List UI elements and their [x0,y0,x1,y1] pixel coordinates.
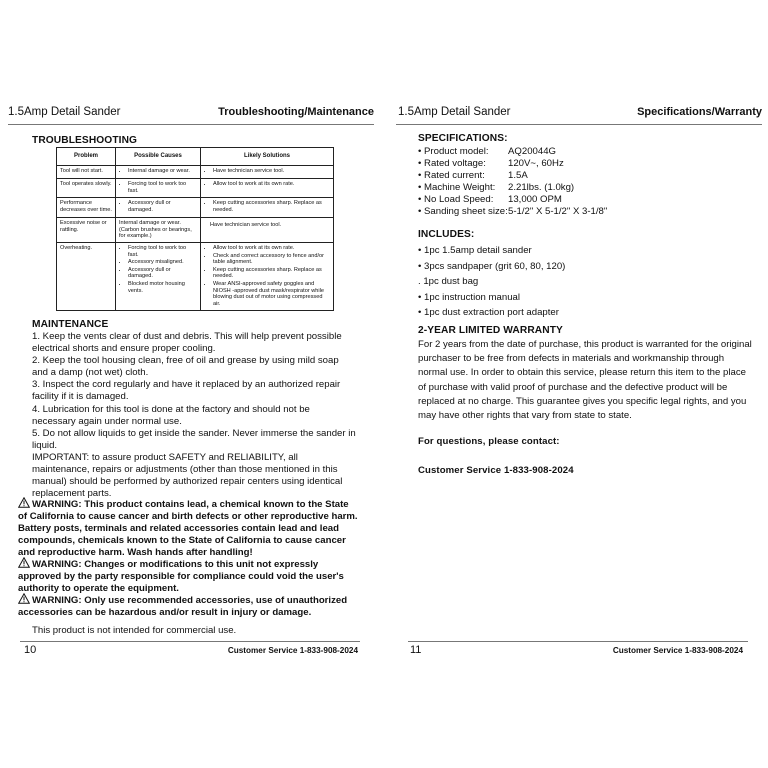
spec-value: AQ20044G [508,146,557,157]
column-header: Possible Causes [116,148,201,166]
warranty-title: 2-YEAR LIMITED WARRANTY [418,325,563,336]
causes-cell [116,218,201,243]
spec-value: 120V~, 60Hz [508,158,564,170]
maintenance-item: 1. Keep the vents clear of dust and debris. This will help prevent possible electrical shorts and ensure proper cooling. [32,331,342,355]
list-item: • 1pc dust extraction port adapter [418,307,559,318]
list-item: • 1pc instruction manual [418,291,521,303]
list-item: • 3pcs sandpaper (grit 60, 80, 120) [418,260,566,272]
warning-triangle-icon [18,497,30,508]
causes-cell [116,198,201,218]
specifications-title: SPECIFICATIONS: [418,133,508,144]
column-header: Problem [57,148,116,166]
problem-cell: Performance decreases over time. [57,198,116,218]
problem-cell: Tool will not start. [57,166,116,179]
problem-cell: Overheating. [57,242,116,310]
solution-item: • Allow tool to work at its own rate. [213,181,330,188]
causes-cell [116,166,201,179]
warning-text: WARNING: This product contains lead, a chemical known to the State of California to cause cancer and birth defects or other reproductive harm. Battery posts, terminals and related accessories contain lead and lead compounds, chemicals known to the State of California to cause cancer and reproductive harm. Wash hands after handling! [18,499,358,559]
warning-triangle-icon [18,557,30,568]
cause-item: • Accessory dull or damaged. [128,267,197,280]
solution-item: • Keep cutting accessories sharp. Replace as needed. [213,200,330,213]
warning-accessories [18,593,358,619]
troubleshooting-table [56,147,334,311]
spec-row [418,182,718,194]
table-row [57,242,334,310]
problem-cell: Excessive noise or rattling. [57,218,116,243]
warning-triangle-icon [18,593,30,604]
solution-item: • Allow tool to work at its own rate. [213,245,330,252]
cause-text: (Carbon brushes or bearings, for example.) [119,226,192,240]
list-item: • 1pc 1.5amp detail sander [418,245,532,256]
spec-label: • Machine Weight: [418,182,496,194]
table-row [57,198,334,218]
commercial-note: This product is not intended for commercial use. [32,625,237,636]
list-item: . 1pc dust bag [418,276,479,287]
spec-row [418,146,718,158]
cause-item: • Accessory dull or damaged. [128,200,197,213]
spec-row [418,170,718,182]
table-row [57,179,334,198]
warning-text: WARNING: Only use recommended accessories, use of unauthorized accessories can be hazardous and/or result in injury or damage. [18,595,348,619]
cause-item: • Internal damage or wear. [128,168,197,175]
spec-label: • Rated voltage: [418,158,486,170]
solution-item: • Keep cutting accessories sharp. Replace as needed. [213,267,330,280]
solutions-cell [201,198,334,218]
left-header-section: Troubleshooting/Maintenance [218,106,374,118]
cause-item: • Forcing tool to work too fast. [128,181,197,194]
warning-text: WARNING: Changes or modifications to this unit not expressly approved by the party responsible for compliance could void the user's authority to operate the equipment. [18,559,344,595]
footer-customer-service: Customer Service 1-833-908-2024 [227,646,358,655]
spec-value: 13,000 OPM [508,194,562,206]
maintenance-title: MAINTENANCE [32,319,109,330]
left-header-rule [8,124,374,125]
warranty-text: For 2 years from the date of purchase, this product is warranted for the original purchaser to be free from defects in materials and workmanship through normal use. In order to obtain this service, please return this item to the place of purchase with valid proof of purchase and the defective product will be replaced at no charge. This guarantee gives you specific legal rights, and you may have other rights that vary from state to state. [418,339,752,422]
solutions-cell [201,166,334,179]
spec-value: 5-1/2" X 5-1/2" X 3-1/8" [508,206,608,218]
spec-label: • Sanding sheet size: [418,206,508,218]
warning-modifications [18,557,358,595]
troubleshooting-title: TROUBLESHOOTING [32,135,138,146]
maintenance-item: 4. Lubrication for this tool is done at the factory and should not be necessary again under normal use. [32,403,310,427]
spec-value: 1.5A [508,170,528,182]
right-header-rule [396,124,762,125]
page-number: 10 [24,644,37,656]
cause-item: • Accessory misaligned. [128,259,197,266]
page-number: 11 [410,644,422,656]
maintenance-important: IMPORTANT: to assure product SAFETY and RELIABILITY, all maintenance, repairs or adjustments (other than those mentioned in this manual) should be performed by authorized repair centers using identical replacement parts. [32,451,343,500]
maintenance-item: 5. Do not allow liquids to get inside the sander. Never immerse the sander in liquid. [32,427,356,451]
left-footer-rule [20,641,360,642]
solution-item: • Have technician service tool. [213,168,330,175]
maintenance-item: 2. Keep the tool housing clean, free of oil and grease by using mild soap and a damp (not wet) cloth. [32,355,339,379]
solution-item: • Check and correct accessory to fence and/or table alignment. [213,253,330,266]
right-footer-rule [408,641,748,642]
cause-text: Internal damage or wear. [119,220,181,227]
problem-cell: Tool operates slowly. [57,179,116,198]
solution-text: Have technician service tool. [210,222,282,229]
includes-title: INCLUDES: [418,229,475,240]
spec-value: 2.21lbs. (1.0kg) [508,182,575,194]
solutions-cell [201,179,334,198]
causes-cell [116,242,201,310]
warning-lead [18,497,358,559]
solutions-cell [201,242,334,310]
spec-row [418,158,718,170]
includes-list [418,243,718,321]
solution-item: • Wear ANSI-approved safety goggles and NIOSH -approved dust mask/respirator while blowing dust out of motor using compressed air. [213,281,330,307]
footer-customer-service: Customer Service 1-833-908-2024 [612,646,743,655]
table-header-row [57,148,334,166]
specifications-list [418,146,718,219]
customer-service-contact: Customer Service 1-833-908-2024 [418,465,574,476]
cause-item: • Blocked motor housing vents. [128,281,197,294]
causes-cell [116,179,201,198]
spec-label: • Rated current: [418,170,485,182]
spec-row [418,206,718,218]
maintenance-text [32,331,356,500]
left-header-title: 1.5Amp Detail Sander [8,106,121,118]
spec-label: • Product model: [418,146,489,157]
questions-text: For questions, please contact: [418,436,560,447]
table-row [57,166,334,179]
solutions-cell [201,218,334,243]
maintenance-item: 3. Inspect the cord regularly and have it replaced by an authorized repair facility if it is damaged. [32,379,341,403]
spec-row [418,194,718,206]
table-row [57,218,334,243]
column-header: Likely Solutions [201,148,334,166]
spec-label: • No Load Speed: [418,194,494,206]
right-header-title: 1.5Amp Detail Sander [398,106,511,118]
cause-item: • Forcing tool to work too fast. [128,245,197,258]
right-header-section: Specifications/Warranty [637,106,762,118]
right-page [384,0,768,768]
